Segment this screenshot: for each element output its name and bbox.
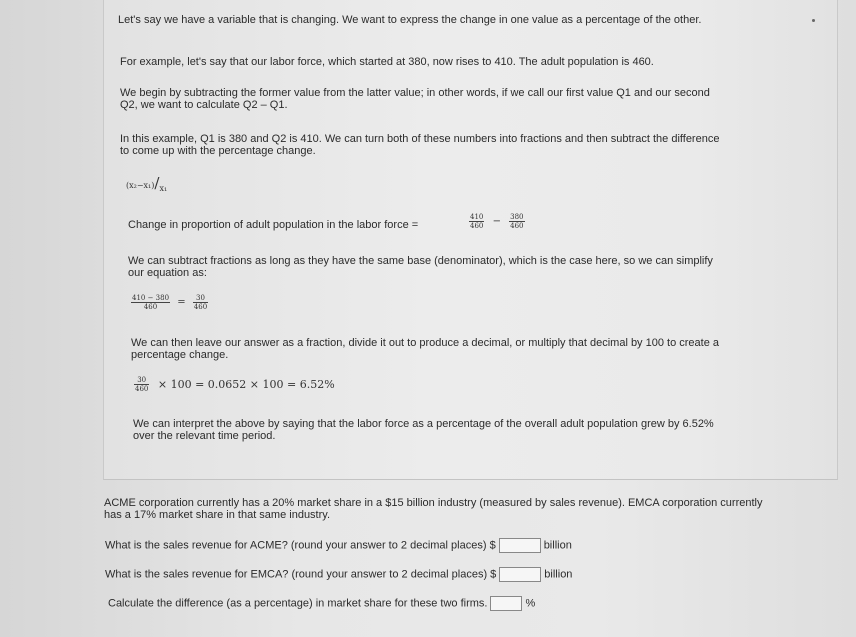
question-acme-revenue: What is the sales revenue for ACME? (round your answer to 2 decimal places) $ billion bbox=[105, 539, 572, 552]
acme-revenue-unit: billion bbox=[543, 539, 572, 552]
para-subtract-1: We begin by subtracting the former value from the latter value; in other words, if we call our first value Q1 and our second bbox=[120, 87, 710, 99]
para-example: For example, let's say that our labor force, which started at 380, now rises to 410. The adult population is 460. bbox=[120, 56, 654, 68]
para-decimal-2: percentage change. bbox=[131, 349, 229, 361]
para-subtract-2: Q2, we want to calculate Q2 – Q1. bbox=[120, 99, 288, 111]
problem-intro-1: ACME corporation currently has a 20% market share in a $15 billion industry (measured by sales revenue). EMCA corporation currently bbox=[104, 497, 763, 509]
para-change-label: Change in proportion of adult population in the labor force = bbox=[128, 219, 419, 231]
para-fractions-1: In this example, Q1 is 380 and Q2 is 410. We can turn both of these numbers into fractions and then subtract the difference bbox=[120, 133, 720, 145]
explanation-panel bbox=[103, 0, 838, 480]
emca-revenue-input[interactable] bbox=[499, 567, 541, 582]
para-interpret-1: We can interpret the above by saying that the labor force as a percentage of the overall adult population grew by 6.52% bbox=[133, 418, 714, 430]
equation-simplified: $\frac{410 - 380}{460}$ = $\frac{30}{460}$ bbox=[132, 294, 208, 311]
formula-denominator: x₁ bbox=[159, 184, 168, 193]
share-difference-unit: % bbox=[525, 597, 536, 610]
formula-percent-change bbox=[126, 174, 167, 193]
problem-intro-2: has a 17% market share in that same industry. bbox=[104, 509, 331, 521]
question-emca-revenue: What is the sales revenue for EMCA? (round your answer to 2 decimal places) $ billion bbox=[105, 568, 573, 581]
acme-revenue-input[interactable] bbox=[499, 538, 541, 553]
decorative-dot bbox=[812, 19, 815, 22]
equation-percentage: $\frac{30}{460}$ × 100 = 0.0652 × 100 = 6.52% bbox=[135, 376, 335, 393]
para-decimal-1: We can then leave our answer as a fraction, divide it out to produce a decimal, or multiply that decimal by 100 to create a bbox=[131, 337, 720, 349]
para-intro: Let's say we have a variable that is changing. We want to express the change in one value as a percentage of the other. bbox=[118, 14, 702, 26]
para-fractions-2: to come up with the percentage change. bbox=[120, 145, 316, 157]
para-simplify-1: We can subtract fractions as long as they have the same base (denominator), which is the case here, so we can simplify bbox=[128, 255, 713, 267]
equation-labor-force: $\frac{410}{460}$ − $\frac{380}{460}$ bbox=[470, 213, 524, 230]
formula-slash: / bbox=[154, 174, 160, 192]
question-share-difference: Calculate the difference (as a percentage) in market share for these two firms. % bbox=[108, 597, 536, 610]
para-simplify-2: our equation as: bbox=[128, 267, 207, 279]
share-difference-input[interactable] bbox=[490, 596, 522, 611]
para-interpret-2: over the relevant time period. bbox=[133, 430, 276, 442]
formula-numerator: (x₂−x₁) bbox=[126, 181, 155, 190]
emca-revenue-unit: billion bbox=[544, 568, 573, 581]
